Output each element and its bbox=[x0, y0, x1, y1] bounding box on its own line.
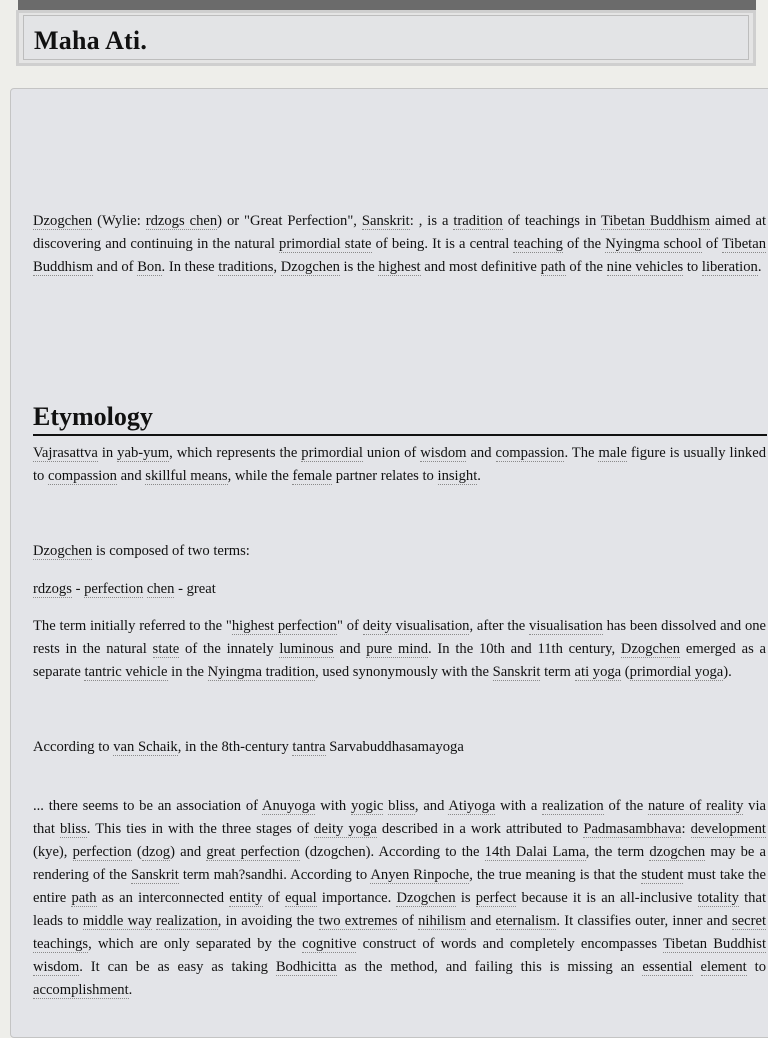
inline-link[interactable]: realization bbox=[542, 798, 604, 814]
inline-link[interactable]: bliss bbox=[59, 821, 87, 837]
inline-link[interactable]: female bbox=[292, 468, 333, 484]
inline-link[interactable]: rdzogs bbox=[33, 581, 72, 597]
inline-link[interactable]: primordial yoga bbox=[629, 664, 724, 680]
text-run: in the bbox=[167, 664, 208, 680]
text-run: , and bbox=[414, 798, 449, 814]
inline-link[interactable]: bliss bbox=[388, 798, 415, 814]
inline-link[interactable]: tantra bbox=[292, 739, 326, 755]
etymology-heading: Etymology bbox=[33, 401, 767, 436]
inline-link[interactable]: liberation bbox=[701, 259, 758, 275]
text-run: . This ties in with the three stages of bbox=[86, 821, 315, 837]
text-run: term mah?sandhi. According to bbox=[178, 867, 371, 883]
etymology-paragraph-1 bbox=[33, 442, 766, 488]
inline-link[interactable]: tradition bbox=[453, 213, 503, 229]
inline-link[interactable]: male bbox=[598, 445, 627, 461]
text-run bbox=[693, 959, 701, 975]
inline-link[interactable]: eternalism bbox=[495, 913, 557, 929]
inline-link[interactable]: deity visualisation bbox=[362, 618, 470, 634]
inline-link[interactable]: equal bbox=[285, 890, 317, 906]
text-run: to bbox=[683, 259, 702, 275]
text-run: and most definitive bbox=[420, 259, 541, 275]
inline-link[interactable]: essential bbox=[642, 959, 693, 975]
inline-link[interactable]: nihilism bbox=[418, 913, 466, 929]
text-run: importance. bbox=[316, 890, 397, 906]
text-run: is bbox=[455, 890, 476, 906]
text-run: . bbox=[757, 259, 762, 275]
inline-link[interactable]: ati yoga bbox=[574, 664, 622, 680]
inline-link[interactable]: two extremes bbox=[318, 913, 398, 929]
text-run: (Wylie: bbox=[92, 213, 146, 229]
etymology-block-3 bbox=[33, 578, 766, 601]
text-run: ... there seems to be an association of bbox=[33, 798, 262, 814]
header-inner bbox=[23, 15, 749, 60]
inline-link[interactable]: rdzogs chen bbox=[145, 213, 218, 229]
text-run: term bbox=[540, 664, 575, 680]
text-run: . bbox=[477, 468, 481, 484]
inline-link[interactable]: development bbox=[690, 821, 766, 837]
text-run: : bbox=[681, 821, 691, 837]
text-run: is composed of two terms: bbox=[92, 543, 250, 559]
inline-link[interactable]: middle way bbox=[82, 913, 152, 929]
article-content bbox=[10, 88, 768, 1038]
inline-link[interactable]: highest perfection bbox=[231, 618, 337, 634]
text-run: because it is an all-inclusive bbox=[516, 890, 698, 906]
text-run: may be a rendering of the bbox=[33, 844, 766, 883]
text-run: ). bbox=[723, 664, 732, 680]
inline-link[interactable]: teaching bbox=[513, 236, 563, 252]
text-run: , bbox=[273, 259, 281, 275]
inline-link[interactable]: visualisation bbox=[529, 618, 603, 634]
text-run: , in avoiding the bbox=[217, 913, 319, 929]
text-run: figure is usually linked to bbox=[33, 445, 766, 484]
inline-link[interactable]: deity yoga bbox=[314, 821, 377, 837]
text-run: , which represents the bbox=[169, 445, 302, 461]
text-run: with a bbox=[495, 798, 543, 814]
etymology-paragraph-4 bbox=[33, 615, 766, 684]
inline-link[interactable]: compassion bbox=[48, 468, 117, 484]
inline-link[interactable]: dzog bbox=[141, 844, 171, 860]
inline-link[interactable]: van Schaik bbox=[113, 739, 178, 755]
text-run: is the bbox=[339, 259, 379, 275]
text-run: of bbox=[397, 913, 419, 929]
text-run: . The bbox=[564, 445, 599, 461]
text-run: partner relates to bbox=[332, 468, 438, 484]
etymology-block-4 bbox=[33, 615, 766, 684]
intro-section bbox=[33, 210, 766, 279]
text-run: to bbox=[746, 959, 766, 975]
inline-link[interactable]: Sanskrit bbox=[130, 867, 179, 883]
inline-link[interactable]: Tibetan Buddhism bbox=[600, 213, 710, 229]
inline-link[interactable]: state bbox=[152, 641, 180, 657]
text-run: with bbox=[315, 798, 351, 814]
text-run: of teachings in bbox=[502, 213, 601, 229]
inline-link[interactable]: perfection bbox=[72, 844, 132, 860]
inline-link[interactable]: Nyingma school bbox=[605, 236, 702, 252]
inline-link[interactable]: compassion bbox=[495, 445, 565, 461]
inline-link[interactable]: Tibetan Buddhism bbox=[33, 236, 766, 275]
text-run: , the term bbox=[585, 844, 650, 860]
text-run: - great bbox=[174, 581, 216, 597]
etymology-caption bbox=[33, 442, 766, 488]
text-run: described in a work attributed to bbox=[376, 821, 584, 837]
inline-link[interactable]: Vajrasattva bbox=[33, 445, 98, 461]
inline-link[interactable]: Dzogchen bbox=[620, 641, 681, 657]
text-run: ( bbox=[621, 664, 630, 680]
text-run: via that bbox=[33, 798, 766, 837]
text-run: . In these bbox=[161, 259, 219, 275]
text-run: . It can be as easy as taking bbox=[79, 959, 276, 975]
inline-link[interactable]: Anuyoga bbox=[261, 798, 316, 814]
inline-link[interactable]: yab-yum bbox=[117, 445, 170, 461]
inline-link[interactable]: great perfection bbox=[206, 844, 300, 860]
text-run: - bbox=[71, 581, 85, 597]
inline-link[interactable]: 14th Dalai Lama bbox=[484, 844, 586, 860]
text-run: of being. It is a central bbox=[371, 236, 514, 252]
inline-link[interactable]: cognitive bbox=[302, 936, 357, 952]
text-run: , which are only separated by the bbox=[88, 936, 303, 952]
text-run: and bbox=[333, 641, 367, 657]
text-run: . It classifies outer, inner and bbox=[556, 913, 732, 929]
inline-link[interactable]: secret teachings bbox=[33, 913, 766, 952]
inline-link[interactable]: Dzogchen bbox=[280, 259, 340, 275]
text-run: , while the bbox=[227, 468, 293, 484]
etymology-paragraph-2 bbox=[33, 540, 766, 563]
page-header bbox=[16, 10, 756, 66]
inline-link[interactable]: insight bbox=[437, 468, 478, 484]
text-run: union of bbox=[362, 445, 421, 461]
inline-link[interactable]: Tibetan Buddhist bbox=[663, 936, 767, 952]
inline-link[interactable]: yogic bbox=[350, 798, 384, 814]
text-run: as an interconnected bbox=[96, 890, 230, 906]
text-run: emerged as a separate bbox=[33, 641, 766, 680]
inline-link[interactable]: wisdom bbox=[420, 445, 467, 461]
text-run: , in the 8th-century bbox=[177, 739, 293, 755]
text-run: (dzogchen). According to the bbox=[299, 844, 485, 860]
text-run: construct of words and completely encompasses bbox=[356, 936, 664, 952]
top-bar bbox=[18, 0, 756, 10]
text-run: of the innately bbox=[179, 641, 280, 657]
text-run: of the bbox=[565, 259, 607, 275]
inline-link[interactable]: traditions bbox=[218, 259, 274, 275]
text-run: : , is a bbox=[409, 213, 454, 229]
text-run: , after the bbox=[469, 618, 530, 634]
inline-link[interactable]: Atiyoga bbox=[448, 798, 496, 814]
etymology-paragraph-3 bbox=[33, 578, 766, 601]
inline-link[interactable]: primordial state bbox=[279, 236, 372, 252]
inline-link[interactable]: element bbox=[700, 959, 747, 975]
inline-link[interactable]: luminous bbox=[279, 641, 334, 657]
inline-link[interactable]: accomplishment bbox=[33, 982, 129, 998]
inline-link[interactable]: Anyen Rinpoche bbox=[370, 867, 470, 883]
etymology-paragraph-5 bbox=[33, 736, 766, 759]
text-run: has been dissolved and one rests in the natural bbox=[33, 618, 767, 657]
inline-link[interactable]: path bbox=[71, 890, 97, 906]
inline-link[interactable]: pure mind bbox=[366, 641, 428, 657]
page-title: Maha Ati. bbox=[34, 26, 148, 55]
text-run: The term initially referred to the " bbox=[33, 618, 232, 634]
text-run: aimed at discovering and continuing in the natural bbox=[33, 213, 767, 252]
text-run: (kye), bbox=[33, 844, 73, 860]
text-run: and bbox=[465, 913, 496, 929]
text-run: . bbox=[128, 982, 133, 998]
text-run: " of bbox=[336, 618, 363, 634]
inline-link[interactable]: realization bbox=[156, 913, 218, 929]
text-run: in bbox=[97, 445, 118, 461]
inline-link[interactable]: perfect bbox=[475, 890, 517, 906]
text-run: ( bbox=[131, 844, 142, 860]
text-run: as the method, and failing this is missing an bbox=[336, 959, 643, 975]
text-run: that leads to bbox=[33, 890, 767, 929]
text-run: must take the entire bbox=[33, 867, 766, 906]
etymology-block-2 bbox=[33, 540, 766, 563]
text-run: of the bbox=[603, 798, 648, 814]
text-run: ) and bbox=[170, 844, 207, 860]
text-run: and bbox=[116, 468, 146, 484]
inline-link[interactable]: Dzogchen bbox=[396, 890, 456, 906]
inline-link[interactable]: Sanskrit bbox=[492, 664, 541, 680]
etymology-paragraph-6 bbox=[33, 795, 766, 1002]
text-run: of the bbox=[562, 236, 606, 252]
inline-link[interactable]: path bbox=[540, 259, 566, 275]
inline-link[interactable]: Dzogchen bbox=[33, 543, 93, 559]
inline-link[interactable]: Padmasambhava bbox=[583, 821, 682, 837]
text-run: and bbox=[466, 445, 496, 461]
inline-link[interactable]: student bbox=[641, 867, 684, 883]
inline-link[interactable]: entity bbox=[229, 890, 263, 906]
inline-link[interactable]: wisdom bbox=[33, 959, 80, 975]
inline-link[interactable]: Dzogchen bbox=[33, 213, 93, 229]
text-run: , the true meaning is that the bbox=[469, 867, 642, 883]
etymology-block-6 bbox=[33, 795, 766, 1002]
inline-link[interactable]: Sanskrit bbox=[361, 213, 410, 229]
inline-link[interactable]: nine vehicles bbox=[606, 259, 684, 275]
inline-link[interactable]: Nyingma tradition bbox=[207, 664, 316, 680]
inline-link[interactable]: Bodhicitta bbox=[275, 959, 337, 975]
inline-link[interactable]: nature of reality bbox=[647, 798, 744, 814]
text-run: . In the 10th and 11th century, bbox=[428, 641, 621, 657]
etymology-block-5 bbox=[33, 736, 766, 759]
inline-link[interactable]: perfection bbox=[84, 581, 144, 597]
text-run: and of bbox=[93, 259, 138, 275]
intro-paragraph bbox=[33, 210, 766, 279]
text-run: of bbox=[701, 236, 722, 252]
text-run: of bbox=[262, 890, 286, 906]
inline-link[interactable]: tantric vehicle bbox=[84, 664, 168, 680]
text-run: , used synonymously with the bbox=[315, 664, 493, 680]
inline-link[interactable]: dzogchen bbox=[649, 844, 706, 860]
inline-link[interactable]: Bon bbox=[137, 259, 162, 275]
inline-link[interactable]: skillful means bbox=[145, 468, 228, 484]
inline-link[interactable]: primordial bbox=[301, 445, 363, 461]
text-run: ) or "Great Perfection", bbox=[217, 213, 362, 229]
text-run: Sarvabuddhasamayoga bbox=[325, 739, 464, 755]
inline-link[interactable]: highest bbox=[378, 259, 421, 275]
inline-link[interactable]: totality bbox=[697, 890, 739, 906]
inline-link[interactable]: chen bbox=[146, 581, 175, 597]
text-run: According to bbox=[33, 739, 114, 755]
